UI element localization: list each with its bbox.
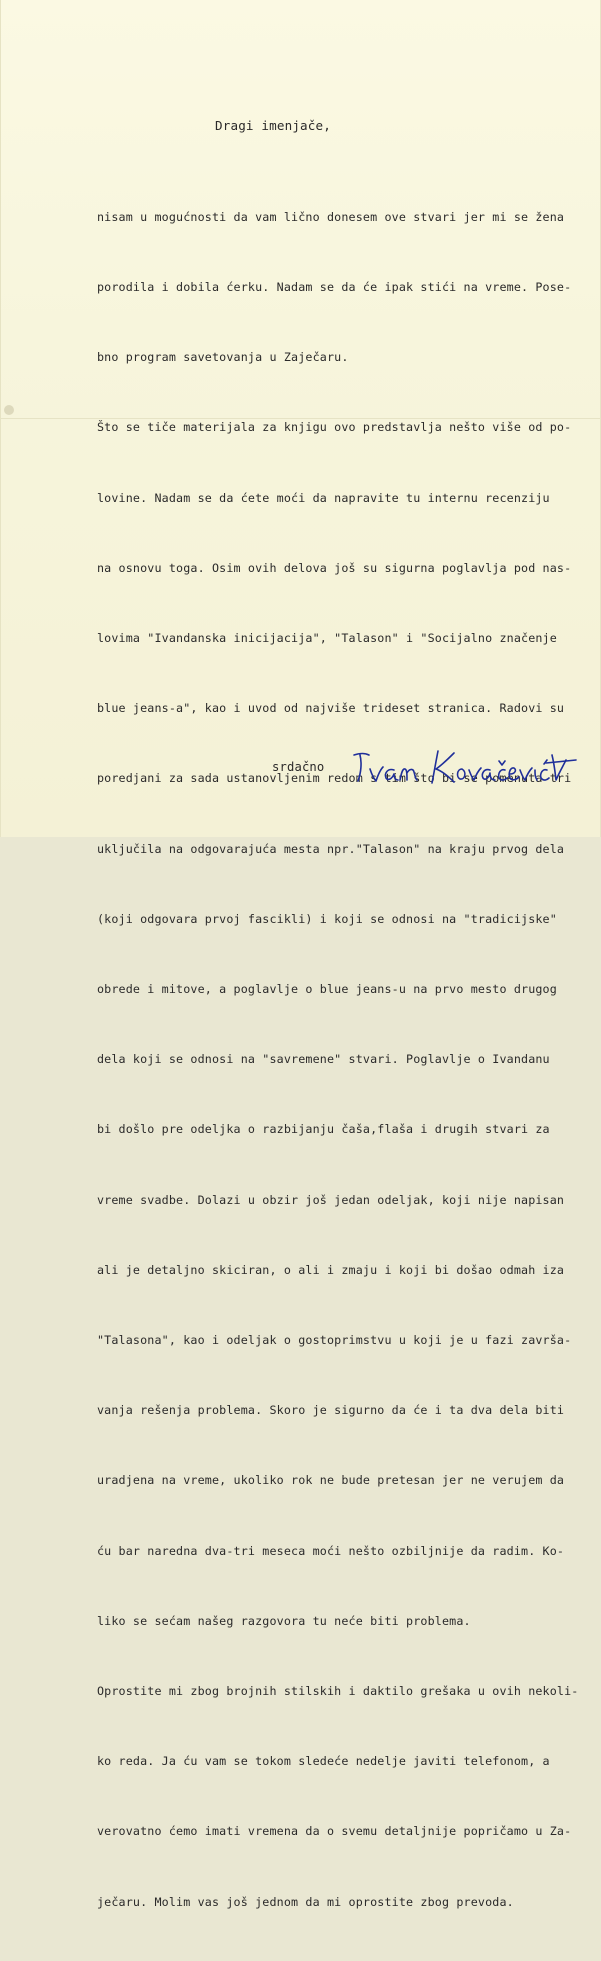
body-line: na osnovu toga. Osim ovih delova još su sigurna poglavlja pod nas- [97,560,572,575]
letter-closing: srdačno [272,760,325,774]
body-line: lovine. Nadam se da ćete moći da napravite tu internu recenziju [97,490,550,505]
body-line: obrede i mitove, a poglavlje o blue jeans-u na prvo mesto drugog [97,982,557,997]
handwritten-signature [350,743,580,787]
body-line: vreme svadbe. Dolazi u obzir još jedan odeljak, koji nije napisan [97,1192,565,1207]
body-line: (koji odgovara prvoj fascikli) i koji se odnosi na "tradicijske" [97,911,557,926]
body-line: bi došlo pre odeljka o razbijanju čaša,flaša i drugih stvari za [97,1122,550,1137]
body-line: nisam u mogućnosti da vam lično donesem ove stvari jer mi se žena [97,209,565,224]
body-line: ko reda. Ja ću vam se tokom sledeće nedelje javiti telefonom, a [97,1754,550,1769]
punch-hole-mark [4,405,14,415]
body-line: blue jeans-a", kao i uvod od najviše trideset stranica. Radovi su [97,701,565,716]
body-line: ali je detaljno skiciran, o ali i zmaju i koji bi došao odmah iza [97,1262,565,1277]
body-line: bno program savetovanja u Zaječaru. [97,350,349,365]
body-line: Oprostite mi zbog brojnih stilskih i daktilo grešaka u ovih nekoli- [97,1684,579,1699]
body-line: verovatno ćemo imati vremena da o svemu detaljnije popričamo u Za- [97,1824,572,1839]
body-line: ću bar naredna dva-tri meseca moći nešto ozbiljnije da radim. Ko- [97,1543,565,1558]
body-line: uradjena na vreme, ukoliko rok ne bude pretesan jer ne verujem da [97,1473,565,1488]
body-line: liko se sećam našeg razgovora tu neće biti problema. [97,1613,471,1628]
body-line: porodila i dobila ćerku. Nadam se da će ipak stići na vreme. Pose- [97,280,572,295]
letter-body [97,159,597,1961]
body-line: Što se tiče materijala za knjigu ovo predstavlja nešto više od po- [97,420,572,435]
body-line: uključila na odgovarajuća mesta npr."Talason" na kraju prvog dela [97,841,565,856]
letter-greeting: Dragi imenjače, [215,118,331,133]
body-line: poredjani za sada ustanovljenim redom s tim što bi se pomenuta tri [97,771,572,786]
body-line: "Talasona", kao i odeljak o gostoprimstvu u koji je u fazi završa- [97,1333,572,1348]
body-line: vanja rešenja problema. Skoro je sigurno da će i ta dva dela biti [97,1403,565,1418]
body-line: ječaru. Molim vas još jednom da mi oprostite zbog prevoda. [97,1894,514,1909]
body-line: dela koji se odnosi na "savremene" stvari. Poglavlje o Ivandanu [97,1052,550,1067]
body-line: lovima "Ivandanska inicijacija", "Talason" i "Socijalno značenje [97,631,557,646]
